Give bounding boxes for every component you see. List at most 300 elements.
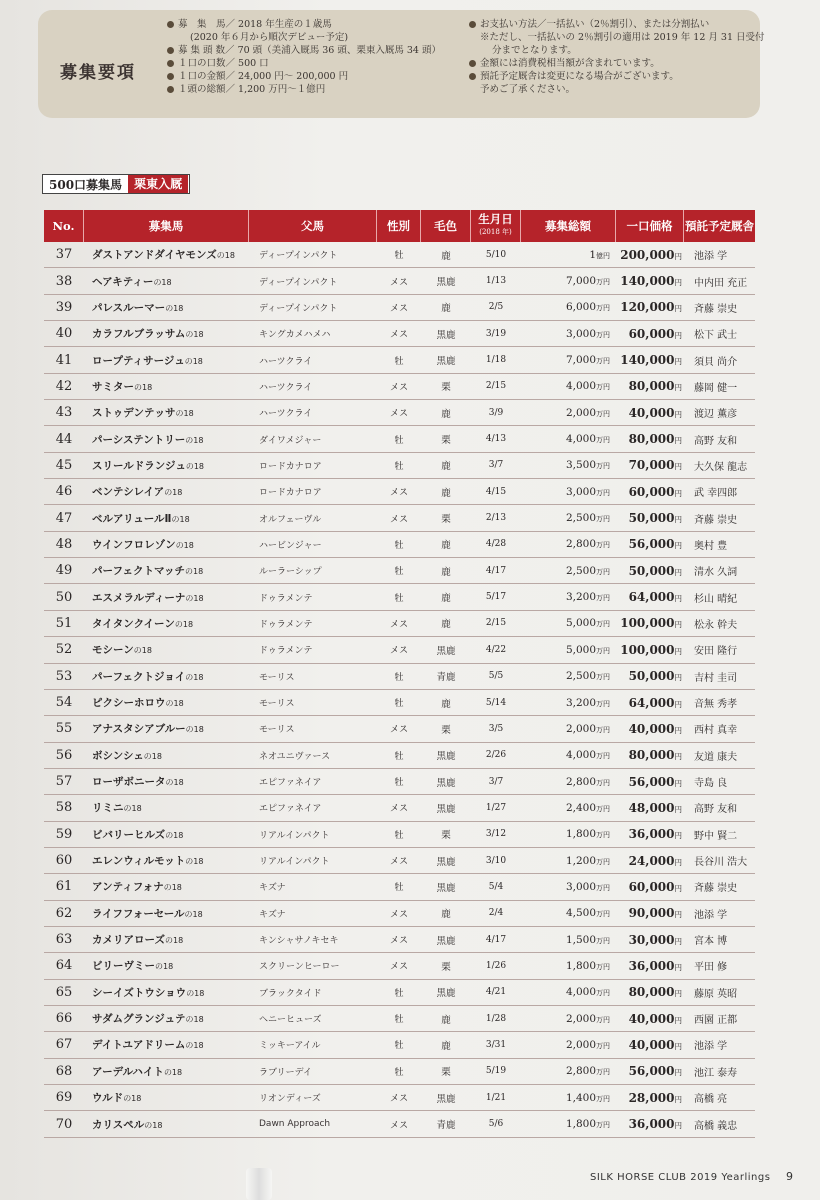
- cell-total: [521, 1039, 616, 1051]
- cell-price: [616, 432, 684, 446]
- cell-no: 38: [55, 273, 73, 289]
- total-value: 6,000: [565, 301, 596, 314]
- horse-name: ダストアンドダイヤモンズ: [92, 249, 217, 262]
- cell-stable: 友道 康夫: [694, 751, 738, 763]
- cell-birth: 5/10: [485, 249, 507, 260]
- cell-stable: 斉藤 崇史: [694, 514, 738, 526]
- cell-coat: 鹿: [441, 250, 451, 262]
- cell-birth: 3/7: [488, 776, 504, 787]
- price-unit: 円: [674, 725, 682, 735]
- cell-name: [84, 300, 249, 315]
- cell-total: [521, 486, 616, 498]
- cell-name: [84, 537, 249, 552]
- horse-name-suffix: の18: [186, 988, 205, 998]
- horse-name: アナスタシアブルー: [92, 723, 186, 736]
- cell-birth: 3/12: [485, 829, 507, 840]
- cell-total: [521, 1065, 616, 1077]
- price-value: 70,000: [628, 458, 675, 473]
- info-line: １口の金額／ 24,000 円〜 200,000 円: [166, 70, 466, 83]
- cell-birth: 4/17: [485, 565, 507, 576]
- price-unit: 円: [674, 251, 682, 261]
- horse-name-suffix: の18: [133, 646, 152, 656]
- info-line: お支払い方法／一括払い（2％割引）、または分割払い: [468, 18, 748, 31]
- horse-name-suffix: の18: [185, 330, 204, 340]
- cell-stable: 池添 学: [694, 1041, 728, 1053]
- cell-sex: メス: [389, 936, 408, 947]
- horse-name-suffix: の18: [184, 356, 203, 366]
- horse-name-suffix: の18: [216, 251, 235, 261]
- cell-no: 59: [55, 826, 73, 842]
- total-value: 3,000: [565, 880, 596, 893]
- table-row: [44, 1032, 755, 1058]
- price-value: 90,000: [628, 906, 675, 921]
- total-unit: 万円: [596, 567, 610, 576]
- cell-coat: 鹿: [441, 1014, 451, 1026]
- price-value: 100,000: [620, 642, 675, 657]
- cell-total: [521, 960, 616, 972]
- cell-price: [616, 1038, 684, 1052]
- cell-sex: メス: [389, 962, 408, 973]
- cell-coat: 栗: [441, 830, 451, 842]
- cell-price: [616, 933, 684, 947]
- table-row: [44, 769, 755, 795]
- cell-coat: 黒鹿: [436, 988, 456, 1000]
- cell-total: [521, 459, 616, 471]
- cell-name: [84, 616, 249, 631]
- total-unit: 万円: [596, 357, 610, 366]
- info-line: 分までとなります。: [492, 45, 577, 56]
- cell-name: [84, 247, 249, 262]
- price-value: 28,000: [628, 1090, 675, 1105]
- total-value: 5,000: [565, 617, 596, 630]
- horse-name-suffix: の18: [134, 382, 153, 392]
- total-value: 2,800: [565, 775, 596, 788]
- price-unit: 円: [674, 857, 682, 867]
- cell-coat: 黒鹿: [436, 856, 456, 868]
- total-unit: 万円: [596, 383, 610, 392]
- cell-sex: 牡: [394, 699, 404, 710]
- header-no: No.: [44, 210, 84, 242]
- cell-birth: 1/18: [485, 355, 507, 366]
- total-unit: 万円: [596, 515, 610, 524]
- cell-sire: ルーラーシップ: [259, 567, 322, 578]
- horse-name-suffix: の18: [174, 619, 194, 629]
- price-value: 36,000: [628, 827, 675, 842]
- horse-name-suffix: の18: [163, 883, 182, 893]
- cell-coat: 鹿: [441, 487, 451, 499]
- cell-no: 40: [55, 326, 73, 342]
- total-unit: 万円: [596, 1121, 610, 1130]
- cell-name: [84, 326, 249, 341]
- cell-coat: 栗: [441, 382, 451, 394]
- cell-price: [616, 458, 684, 472]
- price-value: 50,000: [628, 563, 675, 578]
- cell-sire: ミッキーアイル: [259, 1041, 321, 1052]
- total-value: 3,200: [565, 591, 596, 604]
- total-value: 2,000: [565, 1012, 596, 1025]
- cell-birth: 1/13: [485, 276, 507, 287]
- total-value: 4,500: [565, 907, 596, 920]
- cell-sire: ラブリーデイ: [259, 1067, 313, 1078]
- cell-sex: 牡: [394, 356, 404, 367]
- cell-no: 43: [55, 405, 73, 421]
- cell-price: [616, 1012, 684, 1026]
- cell-sire: キングカメハメハ: [259, 330, 331, 341]
- cell-stable: 松永 幹夫: [694, 619, 738, 631]
- cell-name: [84, 906, 249, 921]
- horse-name: ビリーヴミー: [92, 960, 155, 973]
- table-row: [44, 558, 755, 584]
- price-value: 64,000: [628, 695, 675, 710]
- cell-no: 69: [55, 1090, 73, 1106]
- total-value: 1,800: [565, 1118, 596, 1131]
- horse-name-suffix: の18: [143, 751, 162, 761]
- info-line: 預託予定厩舎は変更になる場合がございます。: [468, 70, 748, 83]
- cell-sex: メス: [389, 409, 408, 420]
- cell-no: 70: [55, 1116, 73, 1132]
- total-unit: 万円: [596, 436, 610, 445]
- horse-name-suffix: の18: [175, 540, 194, 550]
- cell-no: 66: [55, 1011, 73, 1027]
- cell-birth: 1/28: [485, 1013, 507, 1024]
- cell-sex: 牡: [394, 988, 404, 999]
- horse-name: ローザボニータ: [92, 776, 166, 789]
- horse-name: デイトユアドリーム: [92, 1039, 186, 1052]
- cell-sex: メス: [389, 1094, 408, 1105]
- cell-total: [521, 301, 616, 313]
- price-value: 48,000: [628, 800, 675, 815]
- cell-coat: 鹿: [441, 698, 451, 710]
- price-unit: 円: [674, 1121, 682, 1131]
- cell-name: [84, 1090, 249, 1105]
- horse-name: ロープティサージュ: [92, 354, 185, 367]
- price-unit: 円: [674, 383, 682, 393]
- cell-sex: 牡: [394, 540, 404, 551]
- price-unit: 円: [674, 594, 682, 604]
- cell-stable: 大久保 龍志: [694, 461, 748, 473]
- horse-name: エスメラルディーナ: [92, 591, 186, 604]
- cell-price: [616, 880, 684, 894]
- cell-name: [84, 511, 249, 526]
- cell-price: [616, 300, 684, 314]
- horse-name-suffix: の18: [185, 857, 204, 867]
- info-left-column: [166, 18, 466, 96]
- horse-name-suffix: の18: [185, 461, 205, 471]
- cell-no: 46: [55, 484, 73, 500]
- cell-birth: 5/14: [485, 697, 507, 708]
- cell-stable: 渡辺 薫彦: [694, 409, 738, 421]
- cell-stable: 池江 泰寿: [694, 1067, 738, 1079]
- horse-name-suffix: の18: [165, 778, 184, 788]
- price-unit: 円: [674, 1015, 682, 1025]
- cell-coat: 鹿: [441, 461, 451, 473]
- cell-total: [521, 881, 616, 893]
- horse-name: ストゥデンテッサ: [92, 407, 176, 420]
- horse-table: [44, 210, 755, 1138]
- total-unit: 万円: [596, 883, 610, 892]
- cell-total: [521, 433, 616, 445]
- cell-price: [616, 959, 684, 973]
- cell-birth: 3/31: [485, 1039, 507, 1050]
- price-value: 80,000: [628, 748, 675, 763]
- cell-no: 64: [55, 958, 73, 974]
- cell-name: [84, 800, 249, 815]
- cell-birth: 3/10: [485, 855, 507, 866]
- cell-sire: Dawn Approach: [259, 1119, 331, 1130]
- horse-name: ベルアリュールⅡ: [92, 512, 172, 525]
- cell-name: [84, 958, 249, 973]
- cell-sex: 牡: [394, 567, 404, 578]
- cell-stable: 長谷川 浩大: [694, 857, 748, 869]
- cell-name: [84, 590, 249, 605]
- total-value: 2,400: [565, 801, 596, 814]
- price-unit: 円: [674, 752, 682, 762]
- total-value: 5,000: [565, 643, 596, 656]
- total-unit: 億円: [596, 251, 610, 260]
- cell-sex: メス: [389, 909, 408, 920]
- total-unit: 万円: [596, 1094, 610, 1103]
- cell-price: [616, 748, 684, 762]
- cell-name: [84, 827, 249, 842]
- cell-no: 41: [55, 352, 73, 368]
- cell-total: [521, 802, 616, 814]
- cell-price: [616, 564, 684, 578]
- cell-stable: 高橋 義忠: [694, 1120, 738, 1132]
- cell-no: 65: [55, 984, 73, 1000]
- cell-no: 56: [55, 747, 73, 763]
- horse-name: タイタンクイーン: [92, 617, 175, 630]
- price-unit: 円: [674, 962, 682, 972]
- horse-name-suffix: の18: [165, 830, 184, 840]
- total-value: 1,200: [565, 854, 596, 867]
- cell-sire: ドゥラメンテ: [259, 646, 313, 657]
- cell-stable: 清水 久詞: [694, 567, 738, 579]
- cell-stable: 斉藤 崇史: [694, 883, 738, 895]
- cell-total: [521, 697, 616, 709]
- total-value: 3,500: [565, 459, 596, 472]
- table-row: [44, 347, 755, 373]
- cell-stable: 寺島 良: [694, 778, 728, 790]
- cell-sex: メス: [389, 382, 408, 393]
- info-right-column: [468, 18, 765, 96]
- cell-sex: メス: [389, 303, 408, 314]
- cell-no: 61: [55, 879, 73, 895]
- horse-name-suffix: の18: [165, 303, 184, 313]
- horse-name-suffix: の18: [185, 1015, 204, 1025]
- info-line: 金額には消費税相当額が含まれています。: [468, 57, 748, 70]
- cell-no: 60: [55, 853, 73, 869]
- cell-total: [521, 1013, 616, 1025]
- cell-no: 54: [55, 695, 73, 711]
- table-row: [44, 1059, 755, 1085]
- cell-total: [521, 855, 616, 867]
- total-value: 7,000: [565, 275, 596, 288]
- price-unit: 円: [674, 330, 682, 340]
- header-total: 募集総額: [521, 210, 616, 242]
- price-value: 140,000: [620, 274, 675, 289]
- total-unit: 万円: [596, 831, 610, 840]
- cell-sire: リオンディーズ: [259, 1094, 321, 1105]
- cell-name: [84, 353, 249, 368]
- price-unit: 円: [674, 804, 682, 814]
- cell-coat: 鹿: [441, 1040, 451, 1052]
- price-value: 64,000: [628, 590, 675, 605]
- total-unit: 万円: [596, 962, 610, 971]
- cell-name: [84, 985, 249, 1000]
- table-row: [44, 901, 755, 927]
- total-value: 2,500: [565, 564, 596, 577]
- price-value: 100,000: [620, 616, 675, 631]
- cell-total: [521, 986, 616, 998]
- cell-no: 49: [55, 563, 73, 579]
- total-value: 3,000: [565, 327, 596, 340]
- price-unit: 円: [674, 910, 682, 920]
- cell-no: 53: [55, 668, 73, 684]
- horse-name: カメリアローズ: [92, 934, 165, 947]
- total-unit: 万円: [596, 725, 610, 734]
- cell-no: 55: [55, 721, 73, 737]
- cell-birth: 4/13: [485, 434, 507, 445]
- horse-name: シーイズトウショウ: [92, 986, 187, 999]
- table-row: [44, 980, 755, 1006]
- price-value: 60,000: [628, 326, 675, 341]
- price-value: 40,000: [628, 721, 675, 736]
- cell-coat: 栗: [441, 961, 451, 973]
- cell-coat: 黒鹿: [436, 803, 456, 815]
- cell-stable: 吉村 圭司: [694, 672, 738, 684]
- cell-sire: エピファネイア: [259, 778, 322, 789]
- table-row: [44, 953, 755, 979]
- cell-sex: メス: [389, 725, 408, 736]
- cell-sex: 牡: [394, 672, 404, 683]
- horse-name-suffix: の18: [153, 277, 172, 287]
- table-row: [44, 795, 755, 821]
- table-row: [44, 927, 755, 953]
- price-unit: 円: [674, 436, 682, 446]
- cell-total: [521, 354, 616, 366]
- cell-sire: ヘニーヒューズ: [259, 1015, 322, 1026]
- cell-sex: 牡: [394, 251, 404, 262]
- price-value: 40,000: [628, 1037, 675, 1052]
- horse-name: スリールドランジュ: [92, 459, 186, 472]
- price-unit: 円: [674, 567, 682, 577]
- cell-stable: 宮本 博: [694, 936, 728, 948]
- horse-name-suffix: の18: [164, 936, 184, 946]
- cell-coat: 鹿: [441, 540, 451, 552]
- header-stable: 預託予定厩舎: [685, 218, 754, 233]
- cell-name: [84, 563, 249, 578]
- cell-birth: 3/5: [488, 723, 504, 734]
- total-unit: 万円: [596, 1015, 610, 1024]
- total-unit: 万円: [596, 646, 610, 655]
- price-unit: 円: [674, 488, 682, 498]
- total-value: 2,800: [565, 1065, 596, 1078]
- info-line: １頭の総額／ 1,200 万円〜１億円: [166, 83, 466, 96]
- horse-name: ヘアキティー: [92, 275, 154, 288]
- cell-stable: 西園 正都: [694, 1015, 738, 1027]
- cell-sex: メス: [389, 857, 408, 868]
- total-unit: 万円: [596, 778, 610, 787]
- cell-name: [84, 642, 249, 657]
- cell-name: [84, 1064, 249, 1079]
- horse-name: ウインフロレゾン: [92, 538, 176, 551]
- horse-name: ベンテシレイア: [92, 486, 165, 499]
- cell-name: [84, 484, 249, 499]
- cell-price: [616, 616, 684, 630]
- horse-name-suffix: の18: [175, 409, 194, 419]
- info-line: (2020 年６月から順次デビュー予定): [190, 32, 349, 43]
- cell-sire: スクリーンヒーロー: [259, 962, 340, 973]
- cell-price: [616, 485, 684, 499]
- price-value: 120,000: [620, 300, 675, 315]
- total-unit: 万円: [596, 488, 610, 497]
- horse-name: ウルド: [92, 1092, 124, 1105]
- horse-name-suffix: の18: [185, 672, 204, 682]
- cell-sire: ドゥラメンテ: [259, 593, 313, 604]
- price-unit: 円: [674, 831, 682, 841]
- horse-name-suffix: の18: [171, 514, 190, 524]
- table-row: [44, 268, 755, 294]
- cell-total: [521, 723, 616, 735]
- cell-birth: 5/6: [488, 1119, 504, 1130]
- table-row: [44, 505, 755, 531]
- cell-birth: 4/15: [485, 486, 507, 497]
- cell-birth: 5/19: [485, 1066, 507, 1077]
- cell-price: [616, 696, 684, 710]
- cell-name: [84, 458, 249, 473]
- cell-total: [521, 407, 616, 419]
- cell-price: [616, 1091, 684, 1105]
- cell-coat: 黒鹿: [436, 277, 456, 289]
- cell-sire: ディープインパクト: [259, 277, 338, 288]
- cell-no: 51: [55, 615, 73, 631]
- cell-no: 50: [55, 589, 73, 605]
- table-row: [44, 1006, 755, 1032]
- cell-total: [521, 565, 616, 577]
- cell-name: [84, 774, 249, 789]
- cell-birth: 2/26: [485, 750, 507, 761]
- total-value: 2,800: [565, 538, 596, 551]
- price-unit: 円: [674, 778, 682, 788]
- horse-name: リミニ: [92, 802, 124, 815]
- cell-sex: メス: [389, 330, 408, 341]
- header-birth-sub: (2018 年): [479, 228, 512, 236]
- cell-total: [521, 591, 616, 603]
- cell-stable: 須貝 尚介: [694, 356, 738, 368]
- price-value: 30,000: [628, 932, 675, 947]
- cell-stable: 池添 学: [694, 909, 728, 921]
- cell-coat: 黒鹿: [436, 777, 456, 789]
- cell-coat: 栗: [441, 724, 451, 736]
- cell-sire: ドゥラメンテ: [259, 619, 313, 630]
- cell-price: [616, 248, 684, 262]
- cell-price: [616, 1117, 684, 1131]
- cell-no: 48: [55, 536, 73, 552]
- price-unit: 円: [674, 409, 682, 419]
- info-line: １口の口数／ 500 口: [166, 57, 466, 70]
- cell-price: [616, 379, 684, 393]
- horse-name-suffix: の18: [184, 909, 203, 919]
- cell-total: [521, 934, 616, 946]
- price-value: 80,000: [628, 985, 675, 1000]
- cell-sire: リアルインパクト: [259, 857, 330, 868]
- cell-stable: 高野 友和: [694, 435, 738, 447]
- cell-birth: 5/4: [488, 881, 504, 892]
- section-label-tag: 栗東入厩: [128, 175, 188, 193]
- cell-name: [84, 853, 249, 868]
- price-unit: 円: [674, 673, 682, 683]
- horse-name: サダムグランジュテ: [92, 1013, 186, 1026]
